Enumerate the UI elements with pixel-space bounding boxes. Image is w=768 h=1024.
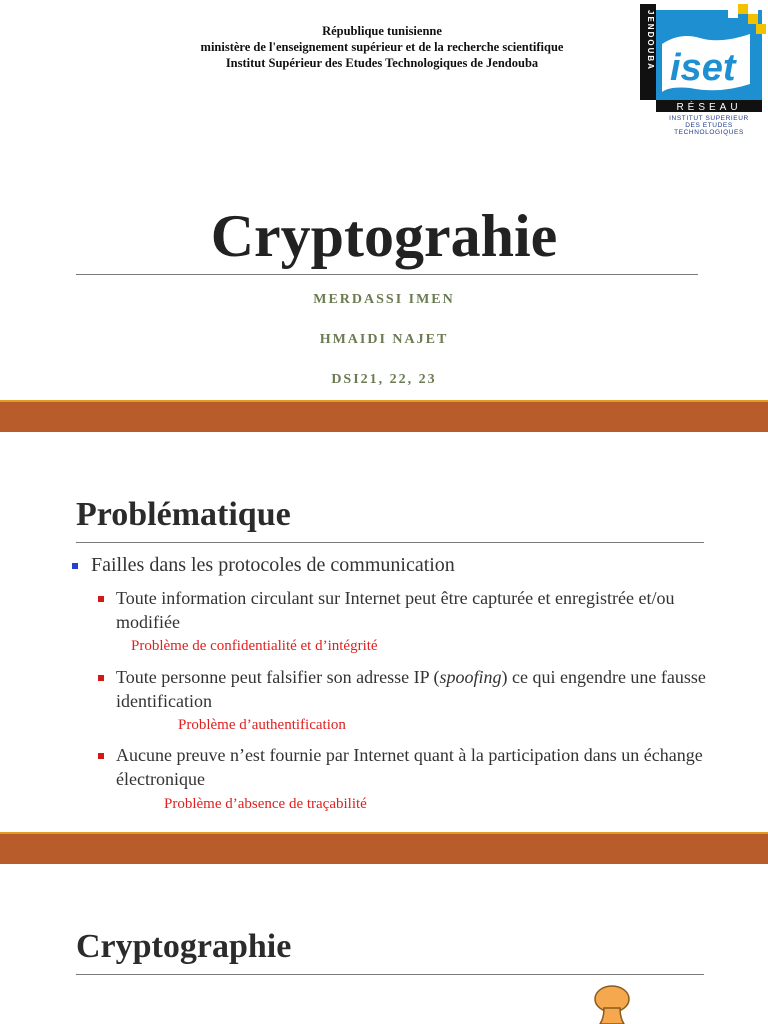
title-divider [76,542,704,543]
sub-bullet-text: Aucune preuve n’est fournie par Internet quant à la participation dans un échange électronique [116,745,703,789]
class-groups: DSI21, 22, 23 [331,372,437,387]
logo-brand: iset [670,47,736,89]
slide-separator [0,832,768,864]
sub-bullet-text: Toute information circulant sur Internet peut être capturée et enregistrée et/ou modifiée [116,588,675,632]
sub-bullet-text-part: Toute personne peut falsifier son adresse IP ( [116,667,440,687]
title-divider [76,274,698,275]
header-line-2: ministère de l'enseignement supérieur et de la recherche scientifique [200,40,564,54]
problem-label: Problème d’authentification [178,717,346,733]
sub-bullet-text [116,665,708,713]
person-figure-icon [590,984,634,1024]
logo-caption-1: INSTITUT SUPERIEUR [669,115,749,122]
problematique-slide [0,432,768,832]
title-slide [0,0,768,400]
slide-separator [0,400,768,432]
institution-header [120,23,644,71]
iset-logo-icon [640,4,766,138]
header-line-1: République tunisienne [322,24,442,38]
logo-subtitle: RÉSEAU [676,102,742,113]
header-line-3: Institut Supérieur des Etudes Technologiques de Jendouba [225,56,539,70]
sub-bullet [98,743,708,791]
square-bullet-icon [98,675,104,681]
main-bullet-text: Failles dans les protocoles de communication [91,554,455,576]
square-bullet-icon [98,596,104,602]
author-2: HMAIDI NAJET [319,332,449,347]
logo-vertical-text: JENDOUBA [646,10,655,71]
logo-caption-2: DES ETUDES [685,122,733,129]
square-bullet-icon [98,753,104,759]
sub-bullet [98,586,708,634]
author-1: MERDASSI IMEN [313,292,455,307]
sub-bullet [98,665,708,713]
main-bullet [72,554,455,577]
sub-bullet-text-part: ) ce qui engendre une fausse identification [116,667,706,711]
presentation-title: Cryptograhie [210,203,558,269]
cryptographie-slide [0,864,768,1024]
problem-label: Problème de confidentialité et d’intégrité [131,638,378,654]
slide-title: Problématique [76,496,291,533]
square-bullet-icon [72,563,78,569]
title-divider [76,974,704,975]
slide-title: Cryptographie [76,928,292,965]
logo-caption-3: TECHNOLOGIQUES [674,129,744,136]
spoofing-term: spoofing [439,667,502,687]
problem-label: Problème d’absence de traçabilité [164,796,367,812]
